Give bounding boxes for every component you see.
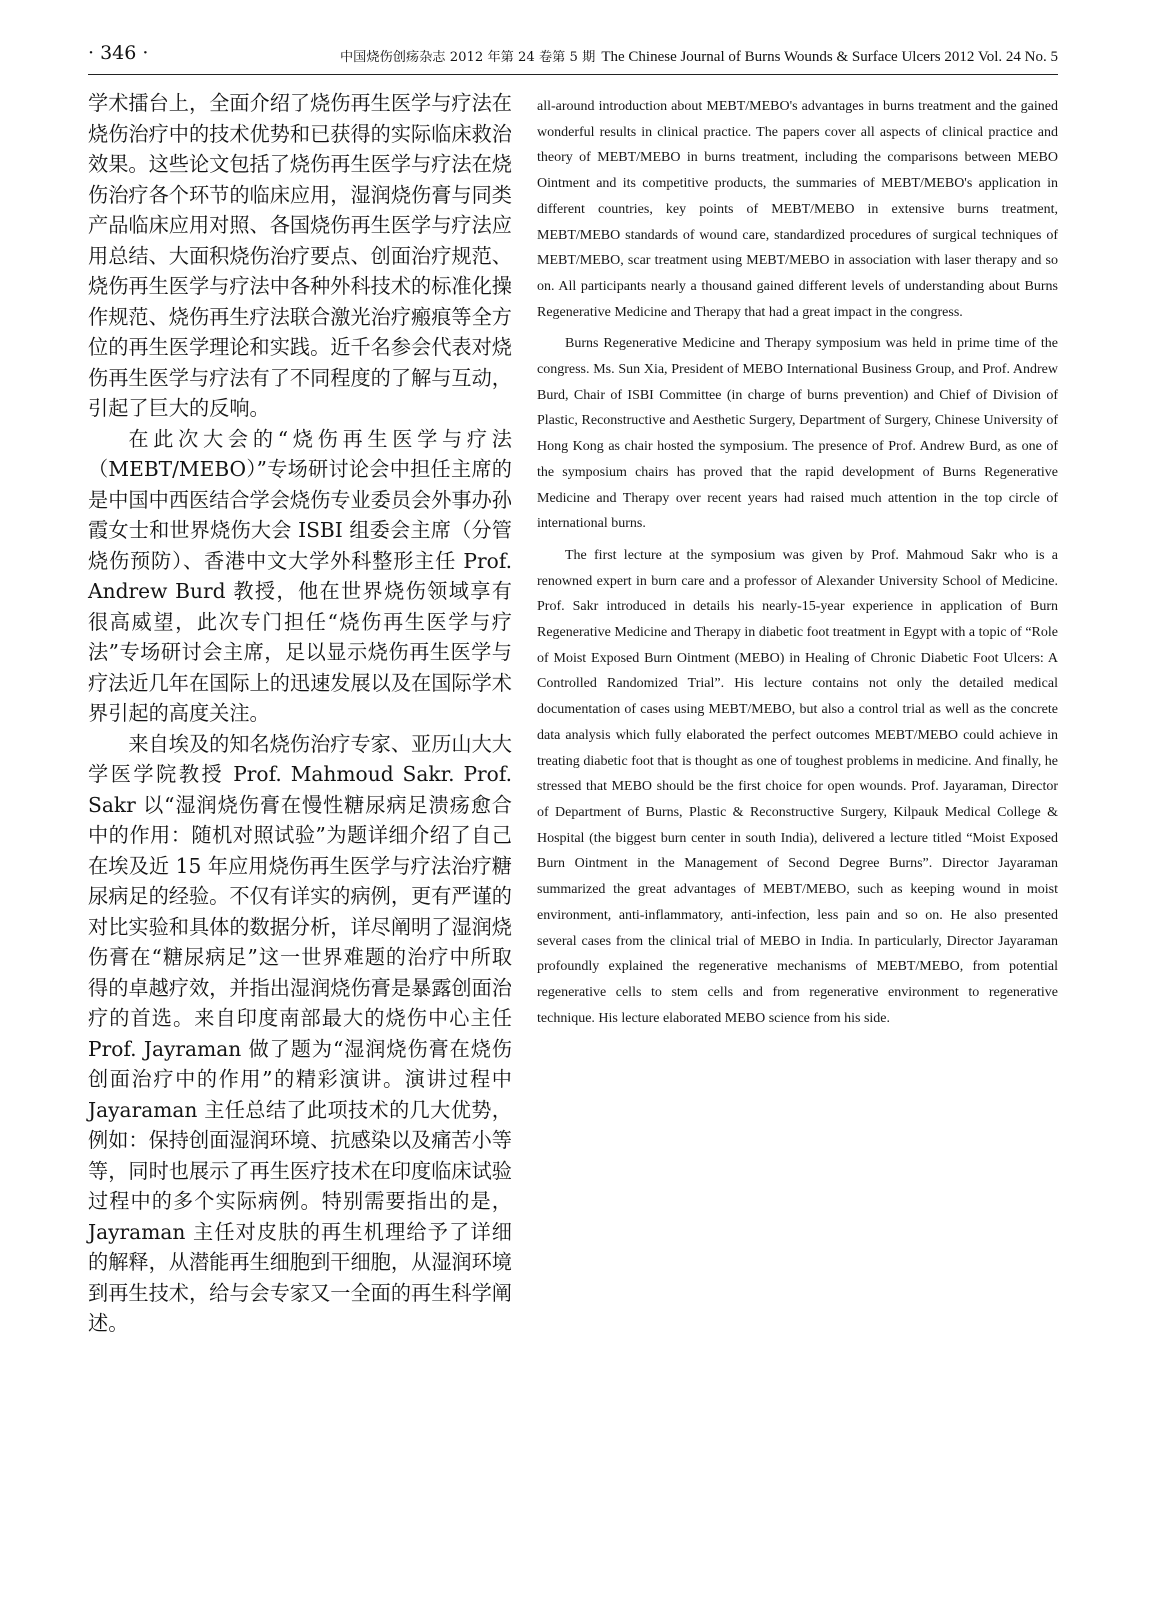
running-header	[88, 40, 1058, 75]
page-number: · 346 ·	[88, 42, 149, 64]
chinese-paragraph-3: 来自埃及的知名烧伤治疗专家、亚历山大大学医学院教授 Prof. Mahmoud Sakr. Prof. Sakr 以“湿润烧伤膏在慢性糖尿病足溃疡愈合中的作用：随机对照试验”为题详细介绍了自己在埃及近 15 年应用烧伤再生医学与疗法治疗糖尿病足的经验。不仅有详实的病例，更有严谨的对比实验和具体的数据分析，详尽阐明了湿润烧伤膏在“糖尿病足”这一世界难题的治疗中所取得的卓越疗效，并指出湿润烧伤膏是暴露创面治疗的首选。来自印度南部最大的烧伤中心主任 Prof. Jayraman 做了题为“湿润烧伤膏在烧伤创面治疗中的作用”的精彩演讲。演讲过程中 Jayaraman 主任总结了此项技术的几大优势，例如：保持创面湿润环境、抗感染以及痛苦小等等，同时也展示了再生医疗技术在印度临床试验过程中的多个实际病例。特别需要指出的是，Jayraman 主任对皮肤的再生机理给予了详细的解释，从潜能再生细胞到干细胞，从湿润环境到再生技术，给与会专家又一全面的再生科学阐述。	[88, 731, 512, 1335]
english-paragraph-2: Burns Regenerative Medicine and Therapy symposium was held in prime time of the congress. Ms. Sun Xia, President of MEBO International Business Group, and Prof. Andrew Burd, Chair of ISBI Committee (in charge of burns prevention) and Chief of Division of Plastic, Reconstructive and Aesthetic Surgery, Department of Surgery, Chinese University of Hong Kong as chair hosted the symposium. The presence of Prof. Andrew Burd, as one of the symposium chairs has proved that the rapid development of Burns Regenerative Medicine and Therapy over recent years had raised much attention in the top circle of international burns.	[537, 336, 1058, 532]
chinese-text-column	[88, 88, 512, 1339]
english-paragraph-3: The first lecture at the symposium was given by Prof. Mahmoud Sakr who is a renowned expert in burn care and a professor of Alexander University School of Medicine. Prof. Sakr introduced in details his nearly-15-year experience in application of Burn Regenerative Medicine and Therapy in diabetic foot treatment in Egypt with a topic of “Role of Moist Exposed Burn Ointment (MEBO) in Healing of Chronic Diabetic Foot Ulcers: A Controlled Randomized Trial”. His lecture contains not only the detailed medical documentation of cases using MEBT/MEBO, but also a control trial as well as the concrete data analysis which fully elaborated the perfect outcomes MEBT/MEBO could achieve in treating diabetic foot that is thought as one of toughest problems in medicine. And finally, he stressed that MEBO should be the first choice for open wounds. Prof. Jayaraman, Director of Department of Burns, Plastic & Reconstructive Surgery, Kilpauk Medical College & Hospital (the biggest burn center in south India), delivered a lecture titled “Moist Exposed Burn Ointment in the Management of Second Degree Burns”. Director Jayaraman summarized the great advantages of MEBT/MEBO, such as keeping wound in moist environment, anti-inflammatory, anti-infection, less pain and so on. He also presented several cases from the clinical trial of MEBO in India. In particularly, Director Jayaraman profoundly explained the regenerative mechanisms of MEBT/MEBO, from potential regenerative cells to stem cells and from regenerative environment to regenerative technique. His lecture elaborated MEBO science from his side.	[537, 547, 1058, 1026]
journal-title-english: The Chinese Journal of Burns Wounds & Surface Ulcers 2012 Vol. 24 No. 5	[601, 49, 1058, 65]
journal-title-chinese: 中国烧伤创疡杂志 2012 年第 24 卷第 5 期	[340, 50, 596, 65]
english-text-column	[537, 94, 1058, 1031]
english-paragraph-1: all-around introduction about MEBT/MEBO's advantages in burns treatment and the gained wonderful results in clinical practice. The papers cover all aspects of clinical practice and theory of MEBT/MEBO in burns treatment, including the comparisons between MEBO Ointment and its competitive products, the summaries of MEBT/MEBO's application in different countries, key points of MEBT/MEBO in extensive burns treatment, MEBT/MEBO standards of wound care, standardized procedures of surgical techniques of MEBT/MEBO, scar treatment using MEBT/MEBO in association with laser therapy and so on. All participants nearly a thousand gained different levels of understanding about Burns Regenerative Medicine and Therapy that had a great impact in the congress.	[537, 99, 1058, 320]
journal-citation	[340, 46, 1058, 66]
chinese-paragraph-2: 在此次大会的“烧伤再生医学与疗法（MEBT/MEBO）”专场研讨论会中担任主席的是中国中西医结合学会烧伤专业委员会外事办孙霞女士和世界烧伤大会 ISBI 组委会主席（分管烧伤预防）、香港中文大学外科整形主任 Prof. Andrew Burd 教授，他在世界烧伤领域享有很高威望，此次专门担任“烧伤再生医学与疗法”专场研讨会主席，足以显示烧伤再生医学与疗法近几年在国际上的迅速发展以及在国际学术界引起的高度关注。	[88, 426, 512, 725]
chinese-paragraph-1: 学术擂台上，全面介绍了烧伤再生医学与疗法在烧伤治疗中的技术优势和已获得的实际临床救治效果。这些论文包括了烧伤再生医学与疗法在烧伤治疗各个环节的临床应用，湿润烧伤膏与同类产品临床应用对照、各国烧伤再生医学与疗法应用总结、大面积烧伤治疗要点、创面治疗规范、烧伤再生医学与疗法中各种外科技术的标准化操作规范、烧伤再生疗法联合激光治疗瘢痕等全方位的再生医学理论和实践。近千名参会代表对烧伤再生医学与疗法有了不同程度的了解与互动，引起了巨大的反响。	[88, 91, 512, 420]
